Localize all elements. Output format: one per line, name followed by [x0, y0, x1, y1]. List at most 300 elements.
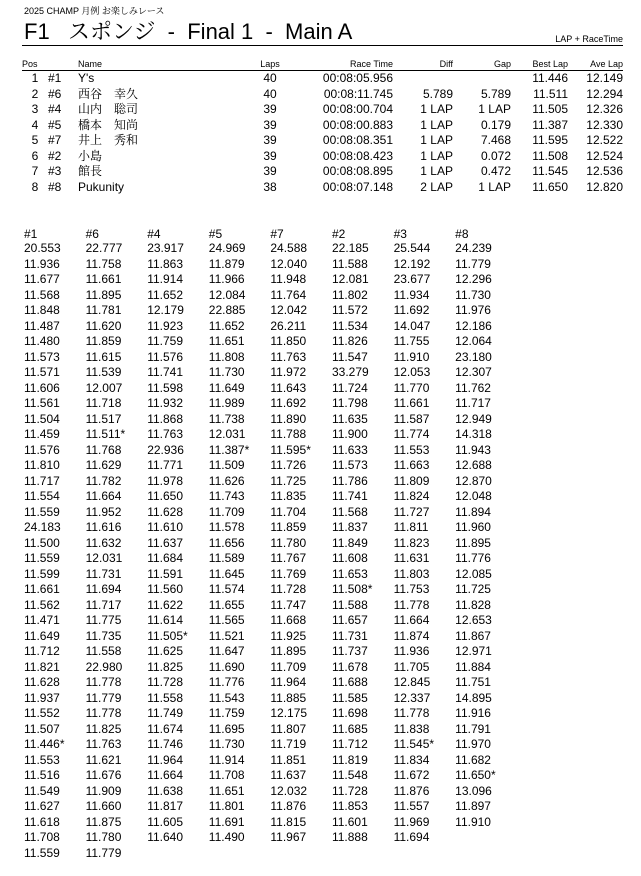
lap-time-cell: 11.850	[270, 334, 307, 348]
lap-time-cell: 11.879	[208, 256, 245, 271]
lap-time-cell: 11.776	[455, 551, 491, 565]
driver-name-cell: 西谷 幸久	[78, 86, 139, 101]
driver-name-cell: Y's	[78, 71, 95, 85]
lap-time-cell: 11.725	[270, 473, 307, 488]
lap-row	[24, 381, 517, 397]
lap-time-cell: 11.618	[24, 814, 60, 829]
lap-time-cell: 12.007	[85, 380, 123, 395]
lap-time-cell: 11.698	[331, 706, 368, 720]
lap-row	[24, 551, 517, 567]
lap-time-cell: 11.875	[85, 814, 122, 829]
lap-time-cell: 11.853	[331, 799, 368, 813]
lap-time-cell	[209, 846, 271, 862]
race-time-cell: 00:08:08.351	[322, 133, 393, 147]
lap-time-cell: 11.895	[455, 535, 491, 550]
result-row	[22, 180, 623, 196]
lap-time-cell: 11.730	[455, 287, 491, 302]
laps-cell: 39	[263, 148, 277, 163]
diff-cell: 1 LAP	[420, 164, 453, 178]
lap-time-cell: 11.737	[331, 644, 368, 658]
lap-time-cell: 11.651	[208, 783, 245, 798]
lap-time-cell: 11.972	[270, 365, 307, 379]
lap-time-cell: 12.032	[270, 783, 308, 798]
laps-cell: 40	[263, 86, 277, 101]
lap-row	[24, 706, 517, 722]
lap-time-cell: 11.730	[208, 737, 245, 751]
race-time-cell: 00:08:05.956	[322, 71, 393, 85]
lap-time-cell: 22.777	[85, 241, 123, 255]
lap-time-cell	[455, 846, 517, 862]
car-number-cell: #6	[48, 86, 62, 101]
lap-time-cell: 11.608	[331, 551, 368, 565]
lap-time-cell: 13.096	[455, 783, 492, 798]
lap-time-cell: 11.743	[208, 489, 245, 503]
lap-time-cell: 11.768	[85, 442, 122, 457]
lap-row	[24, 613, 517, 629]
lap-time-cell: 11.936	[393, 644, 430, 658]
lap-time-cell: 11.651	[208, 334, 245, 348]
result-row	[22, 118, 623, 134]
lap-time-cell: 11.621	[85, 752, 122, 767]
lap-row	[24, 396, 517, 412]
lap-time-cell: 11.645	[208, 566, 245, 581]
lap-time-cell: 11.890	[270, 411, 307, 426]
report-type-label: LAP + RaceTime	[555, 34, 623, 44]
lap-time-cell: 11.895	[85, 287, 122, 302]
laps-cell: 39	[263, 117, 277, 132]
ave-lap-cell: 12.326	[586, 102, 623, 116]
col-pos: Pos	[22, 59, 38, 69]
lap-time-cell: 12.031	[208, 427, 246, 441]
lap-time-cell: 11.661	[85, 272, 122, 286]
lap-time-cell: 11.562	[24, 597, 60, 612]
lap-body	[24, 241, 517, 861]
lap-time-cell: 11.661	[393, 396, 430, 410]
lap-time-cell: 22.885	[208, 303, 246, 317]
lap-time-cell: 11.553	[24, 752, 60, 767]
lap-time-cell: 11.688	[331, 675, 368, 689]
results-table	[22, 58, 623, 195]
lap-time-cell: 11.490	[208, 830, 245, 844]
diff-cell	[393, 71, 453, 87]
lap-time-cell: 11.914	[147, 272, 183, 286]
lap-time-cell: 11.561	[24, 396, 60, 410]
car-number-cell: #8	[48, 179, 62, 194]
lap-time-cell: 11.774	[393, 427, 430, 441]
lap-time-cell: 11.712	[24, 644, 60, 658]
lap-time-cell: 11.730	[208, 365, 245, 379]
lap-time-cell: 11.791	[455, 721, 491, 736]
laps-cell: 40	[263, 71, 277, 85]
lap-time-cell: 11.815	[270, 814, 307, 829]
lap-time-cell: 11.825	[85, 721, 122, 736]
col-ave-lap: Ave Lap	[590, 59, 623, 69]
lap-time-cell: 11.825	[147, 659, 183, 674]
lap-time-cell: 11.778	[393, 597, 430, 612]
lap-time-cell: 11.764	[270, 287, 307, 302]
lap-time-cell: 11.978	[147, 473, 183, 488]
lap-time-cell: 11.516	[24, 768, 60, 782]
lap-row	[24, 567, 517, 583]
driver-name-cell: 橋本 知尚	[78, 117, 139, 132]
car-number-cell: #5	[48, 117, 62, 132]
diff-cell: 1 LAP	[420, 102, 453, 116]
lap-time-cell: 11.863	[147, 256, 183, 271]
lap-time-cell: 11.759	[147, 334, 183, 348]
lap-time-cell: 12.971	[455, 644, 492, 658]
lap-time-cell: 11.649	[208, 380, 245, 395]
lap-time-cell: 11.728	[331, 783, 368, 798]
lap-time-cell: 11.884	[455, 659, 491, 674]
ave-lap-cell: 12.522	[586, 133, 623, 147]
lap-time-cell: 11.779	[85, 690, 122, 705]
lap-time-cell: 12.186	[455, 318, 492, 333]
lap-time-cell: 11.625	[147, 644, 183, 658]
lap-time-cell: 12.064	[455, 334, 492, 348]
lap-time-cell: 11.471	[24, 613, 60, 627]
lap-time-cell: 11.969	[393, 814, 430, 829]
page-title: F1 スポンジ - Final 1 - Main A	[24, 19, 353, 44]
lap-time-cell: 11.894	[455, 504, 491, 519]
ave-lap-cell: 12.524	[586, 148, 623, 163]
lap-row	[24, 272, 517, 288]
col-num	[48, 58, 78, 71]
lap-time-cell: 11.557	[393, 799, 430, 813]
lap-time-cell: 11.505*	[147, 628, 188, 643]
lap-time-cell: 11.507	[24, 721, 60, 736]
lap-time-cell: 12.653	[455, 613, 492, 627]
lap-time-cell: 11.712	[331, 737, 368, 751]
lap-time-cell: 11.776	[208, 675, 245, 689]
lap-time-cell: 11.650*	[455, 768, 496, 782]
lap-time-cell: 11.937	[24, 690, 60, 705]
ave-lap-cell: 12.294	[586, 86, 623, 101]
lap-time-cell: 11.838	[393, 721, 430, 736]
lap-time-cell: 11.615	[85, 349, 122, 364]
lap-time-cell: 11.874	[393, 628, 430, 643]
lap-time-cell: 11.848	[24, 303, 60, 317]
lap-row	[24, 458, 517, 474]
lap-time-cell: 11.509	[208, 458, 245, 472]
lap-time-cell: 23.677	[393, 272, 431, 286]
lap-time-cell: 11.568	[331, 504, 368, 519]
lap-time-cell: 11.755	[393, 334, 430, 348]
lap-time-cell: 11.678	[331, 659, 368, 674]
lap-time-cell: 11.746	[147, 737, 183, 751]
lap-time-cell: 11.595*	[270, 442, 311, 457]
col-gap: Gap	[493, 59, 511, 69]
lap-row	[24, 644, 517, 660]
laps-cell: 39	[263, 133, 277, 147]
lap-time-cell: 11.781	[85, 303, 122, 317]
result-row	[22, 71, 623, 87]
lap-time-cell: 11.674	[147, 721, 183, 736]
pos-cell: 2	[31, 86, 39, 101]
result-row	[22, 133, 623, 149]
lap-time-cell: 11.589	[208, 551, 245, 565]
lap-time-cell: 11.735	[85, 628, 122, 643]
lap-time-cell: 11.731	[85, 566, 122, 581]
lap-time-cell: 11.709	[270, 659, 307, 674]
lap-time-cell: 12.048	[455, 489, 492, 503]
lap-row	[24, 629, 517, 645]
best-lap-cell: 11.505	[532, 102, 568, 116]
race-time-cell: 00:08:08.423	[322, 148, 393, 163]
lap-time-cell: 11.598	[147, 380, 183, 395]
lap-time-cell: 11.647	[208, 644, 245, 658]
lap-time-cell: 11.574	[208, 582, 245, 596]
diff-cell: 5.789	[422, 86, 453, 101]
lap-time-cell	[455, 830, 517, 846]
lap-row	[24, 303, 517, 319]
lap-time-cell: 11.548	[331, 768, 368, 782]
lap-time-cell: 12.175	[270, 706, 308, 720]
lap-time-cell: 24.183	[24, 520, 61, 534]
lap-time-cell: 11.851	[270, 752, 307, 767]
lap-time-cell: 11.664	[393, 613, 430, 627]
col-best-lap: Best Lap	[532, 59, 568, 69]
lap-time-cell: 11.650	[147, 489, 183, 503]
driver-name-cell: 山内 聡司	[78, 102, 139, 116]
lap-row	[24, 536, 517, 552]
driver-name-cell: Pukunity	[78, 179, 125, 194]
lap-time-cell: 11.731	[331, 628, 368, 643]
best-lap-cell: 11.595	[532, 133, 568, 147]
lap-time-cell: 11.640	[147, 830, 183, 844]
lap-time-cell: 11.718	[85, 396, 122, 410]
lap-time-cell: 11.934	[393, 287, 430, 302]
lap-time-cell: 11.547	[331, 349, 368, 364]
lap-time-cell	[332, 846, 394, 862]
lap-time-cell: 11.626	[208, 473, 245, 488]
lap-time-cell: 11.631	[393, 551, 430, 565]
lap-time-cell: 12.081	[331, 272, 369, 286]
col-name: Name	[78, 59, 103, 69]
lap-time-cell: 11.741	[331, 489, 368, 503]
lap-time-cell: 11.573	[24, 349, 60, 364]
lap-time-cell: 12.042	[270, 303, 308, 317]
lap-row	[24, 520, 517, 536]
lap-row	[24, 722, 517, 738]
driver-name-cell: 小島	[78, 148, 103, 163]
diff-cell: 1 LAP	[420, 148, 453, 163]
lap-time-cell: 11.910	[455, 814, 491, 829]
lap-time-cell: 11.691	[208, 814, 245, 829]
lap-time-cell: 11.724	[331, 380, 368, 395]
title-divider	[22, 45, 623, 46]
lap-time-cell: 11.629	[85, 458, 122, 472]
gap-cell: 0.179	[480, 117, 511, 132]
driver-name-cell: 井上 秀和	[78, 133, 139, 147]
pos-cell: 6	[31, 148, 39, 163]
results-header-row	[22, 58, 623, 71]
lap-time-cell: 11.966	[208, 272, 245, 286]
lap-time-cell: 11.717	[85, 597, 122, 612]
lap-time-cell: 25.544	[393, 241, 431, 255]
lap-row	[24, 846, 517, 862]
best-lap-cell: 11.446	[532, 71, 568, 85]
lap-time-cell: 11.628	[24, 675, 60, 689]
gap-cell: 0.472	[480, 164, 511, 178]
lap-time-cell: 11.504	[24, 411, 60, 426]
lap-time-cell: 11.559	[24, 551, 60, 565]
lap-time-cell: 11.834	[393, 752, 430, 767]
lap-time-cell: 11.719	[270, 737, 307, 751]
lap-time-cell: 11.779	[85, 845, 122, 860]
lap-time-cell: 11.554	[24, 489, 60, 503]
lap-time-cell: 12.845	[393, 675, 431, 689]
lap-time-cell: 11.652	[208, 318, 245, 333]
lap-time-cell: 12.192	[393, 256, 431, 271]
lap-time-cell: 11.676	[85, 768, 122, 782]
lap-time-cell: 11.738	[208, 411, 245, 426]
lap-row	[24, 784, 517, 800]
ave-lap-cell: 12.330	[586, 117, 623, 132]
lap-row	[24, 288, 517, 304]
lap-time-cell: 11.635	[331, 411, 368, 426]
lap-row	[24, 753, 517, 769]
lap-time-cell: 11.694	[85, 582, 122, 596]
lap-time-cell: 11.672	[393, 768, 430, 782]
lap-col-header: #7	[270, 227, 284, 241]
lap-time-cell: 11.727	[393, 504, 430, 519]
lap-time-cell: 11.751	[455, 675, 491, 689]
lap-time-cell: 11.692	[393, 303, 430, 317]
lap-time-cell: 11.616	[85, 520, 122, 534]
lap-time-cell: 11.576	[147, 349, 183, 364]
lap-row	[24, 691, 517, 707]
lap-time-cell: 11.605	[147, 814, 183, 829]
lap-time-cell: 22.936	[147, 442, 184, 457]
lap-time-cell: 11.989	[208, 396, 245, 410]
lap-row	[24, 241, 517, 257]
lap-time-cell: 12.688	[455, 458, 492, 472]
lap-time-cell: 11.588	[331, 597, 368, 612]
lap-time-cell: 11.914	[208, 752, 245, 767]
lap-row	[24, 815, 517, 831]
lap-time-cell: 11.545*	[393, 737, 435, 751]
lap-time-cell: 11.801	[208, 799, 245, 813]
result-row	[22, 164, 623, 180]
lap-time-cell: 11.786	[331, 473, 368, 488]
best-lap-cell: 11.545	[532, 164, 568, 178]
gap-cell: 7.468	[480, 133, 511, 147]
lap-time-cell: 11.819	[331, 752, 368, 767]
gap-cell: 1 LAP	[478, 179, 511, 194]
lap-time-cell: 11.661	[24, 582, 60, 596]
lap-row	[24, 799, 517, 815]
lap-row	[24, 443, 517, 459]
lap-time-cell	[147, 846, 209, 862]
lap-time-cell: 11.511*	[85, 427, 126, 441]
lap-time-cell: 11.798	[331, 396, 368, 410]
lap-row	[24, 412, 517, 428]
lap-time-cell: 11.638	[147, 783, 183, 798]
lap-time-cell: 12.296	[455, 272, 492, 286]
lap-time-cell: 11.868	[147, 411, 183, 426]
lap-time-cell: 20.553	[24, 241, 61, 255]
lap-time-cell: 11.859	[85, 334, 122, 348]
lap-time-cell: 11.741	[147, 365, 183, 379]
lap-time-cell: 11.809	[393, 473, 430, 488]
lap-time-cell: 11.828	[455, 597, 491, 612]
lap-time-cell: 11.726	[270, 458, 307, 472]
lap-time-cell: 11.572	[331, 303, 368, 317]
lap-time-cell: 11.717	[24, 473, 60, 488]
lap-time-cell: 11.649	[24, 628, 60, 643]
diff-cell: 2 LAP	[420, 179, 453, 194]
lap-time-cell: 12.179	[147, 303, 184, 317]
lap-time-cell: 11.387*	[208, 442, 250, 457]
lap-time-cell: 11.568	[24, 287, 60, 302]
lap-time-cell: 11.811	[393, 520, 429, 534]
lap-time-cell: 11.943	[455, 442, 491, 457]
lap-time-cell: 12.307	[455, 365, 492, 379]
lap-time-cell: 11.900	[331, 427, 368, 441]
lap-time-cell: 11.909	[85, 783, 122, 798]
lap-time-cell: 11.885	[270, 690, 307, 705]
best-lap-cell: 11.508	[532, 148, 568, 163]
lap-time-cell: 11.728	[270, 582, 307, 596]
lap-time-cell: 11.976	[455, 303, 491, 317]
lap-time-cell: 11.459	[24, 427, 60, 441]
race-time-cell: 00:08:08.895	[322, 164, 393, 178]
pos-cell: 1	[31, 71, 39, 85]
lap-time-cell: 11.565	[208, 613, 245, 627]
lap-time-cell: 11.859	[270, 520, 307, 534]
lap-time-cell: 11.591	[147, 566, 183, 581]
lap-time-cell: 11.500	[24, 535, 60, 550]
lap-time-cell: 11.534	[331, 318, 368, 333]
lap-time-cell: 11.770	[393, 380, 430, 395]
lap-time-cell: 11.632	[85, 535, 122, 550]
best-lap-cell: 11.511	[533, 86, 568, 101]
lap-time-cell: 11.606	[24, 380, 60, 395]
lap-time-cell: 23.917	[147, 241, 184, 255]
lap-time-cell: 11.559	[24, 845, 60, 860]
lap-time-cell: 11.601	[331, 814, 368, 829]
lap-time-cell: 11.876	[270, 799, 307, 813]
lap-time-cell: 11.685	[331, 721, 368, 736]
race-time-cell: 00:08:00.704	[322, 102, 393, 116]
lap-time-cell: 11.655	[208, 597, 245, 612]
lap-time-cell: 11.779	[455, 256, 491, 271]
lap-time-cell: 11.749	[147, 706, 183, 720]
lap-time-cell: 14.895	[455, 690, 492, 705]
lap-time-cell: 11.807	[270, 721, 307, 736]
lap-time-cell: 11.708	[208, 768, 245, 782]
lap-time-cell: 12.040	[270, 256, 308, 271]
lap-time-cell: 11.960	[455, 520, 491, 534]
lap-time-cell: 11.916	[455, 706, 491, 720]
car-number-cell: #4	[48, 102, 62, 116]
lap-col-header: #8	[455, 227, 469, 241]
lap-time-cell: 11.948	[270, 272, 307, 286]
lap-time-cell: 22.185	[331, 241, 369, 255]
lap-time-cell: 11.778	[85, 706, 122, 720]
lap-time-cell: 11.808	[208, 349, 245, 364]
lap-time-cell: 11.694	[393, 830, 430, 844]
lap-time-cell: 11.627	[24, 799, 60, 813]
lap-row	[24, 582, 517, 598]
lap-time-cell: 11.610	[147, 520, 183, 534]
lap-time-cell: 14.318	[455, 427, 492, 441]
lap-time-cell: 11.549	[24, 783, 60, 798]
pos-cell: 8	[31, 179, 39, 194]
pos-cell: 5	[31, 133, 39, 147]
lap-row	[24, 675, 517, 691]
lap-time-cell: 11.668	[270, 613, 307, 627]
